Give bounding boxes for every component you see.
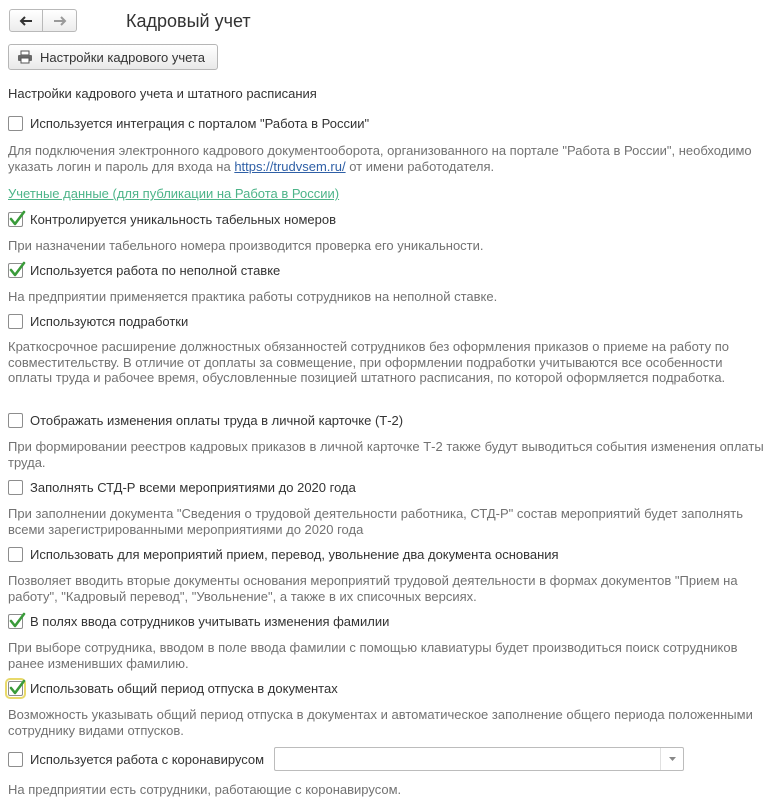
checkbox[interactable] [8,263,23,278]
option-label: Использовать общий период отпуска в документах [30,681,338,696]
trudvsem-link[interactable]: https://trudvsem.ru/ [234,158,346,174]
option-description: На предприятии есть сотрудники, работающие с коронавирусом. [8,782,402,797]
checkmark-icon [9,210,26,227]
checkbox[interactable] [8,212,23,227]
option-description: При назначении табельного номера производится проверка его уникальности. [8,238,484,253]
option-label: Используется работа с коронавирусом [30,752,265,767]
option-label: Заполнять СТД-Р всеми мероприятиями до 2020 года [30,480,356,495]
option-label: В полях ввода сотрудников учитывать изменения фамилии [30,614,390,629]
checkbox[interactable] [8,547,23,562]
option-row[interactable] [8,314,188,329]
option-description: При заполнении документа "Сведения о трудовой деятельности работника, СТД-Р" состав мероприятий будет заполнять всеми зарегистрированными мероприятиями до 2020 года [8,506,744,537]
option-label: Используются подработки [30,314,189,329]
checkbox[interactable] [8,752,23,767]
option-row[interactable] [8,480,356,495]
chevron-down-icon [669,757,676,761]
option-integration[interactable] [8,116,369,131]
option-description: Позволяет вводить вторые документы основания мероприятий трудовой деятельности в формах документов "Прием на работу", "Кадровый перевод", "Увольнение", а также в их списочных версиях. [8,573,738,604]
option-row[interactable] [8,212,336,227]
option-row[interactable] [8,547,559,562]
option-description: Краткосрочное расширение должностных обязанностей сотрудников без оформления приказов о приеме на работу по совместительству. В отличие от доплаты за совмещение, при оформлении подработки учитываются все особенности оплаты труда и рабочее время, обусловленные позицией штатного расписания, по которой оформляется подработка. [8,339,730,385]
page-title: Кадровый учет [126,11,251,31]
nav-buttons [9,9,77,32]
checkmark-icon [9,679,26,696]
coronavirus-select[interactable] [274,747,684,771]
checkbox[interactable] [8,314,23,329]
option-description: При выборе сотрудника, вводом в поле ввода фамилии с помощью клавиатуры будет производиться поиск сотрудников ранее изменивших фамилию. [8,640,738,671]
checkbox[interactable] [8,413,23,428]
option-row[interactable] [8,752,264,767]
option-row[interactable] [8,413,403,428]
option-row[interactable] [8,614,389,629]
dropdown-arrow[interactable] [660,748,683,770]
integration-description: Для подключения электронного кадрового документооборота, организованного на портале "Работа в России", необходимо указать логин и пароль для входа на https://trudvsem.ru/ от имени работодателя. [8,143,752,174]
section-title: Настройки кадрового учета и штатного расписания [8,86,317,101]
option-label: Использовать для мероприятий прием, перевод, увольнение два документа основания [30,547,559,562]
checkmark-icon [9,612,26,629]
option-row[interactable] [8,681,338,696]
checkbox[interactable] [8,614,23,629]
account-data-link[interactable]: Учетные данные (для публикации на Работа в России) [8,186,340,201]
checkbox[interactable] [8,116,23,131]
checkbox[interactable] [8,681,23,696]
option-description: Возможность указывать общий период отпуска в документах и автоматическое заполнение общего периода положенными сотруднику видами отпусков. [8,707,753,738]
option-label: Используется интеграция с порталом "Работа в России" [30,116,370,131]
option-label: Отображать изменения оплаты труда в личной карточке (Т-2) [30,413,404,428]
arrow-right-icon [53,16,67,26]
option-description: На предприятии применяется практика работы сотрудников на неполной ставке. [8,289,498,304]
checkmark-icon [9,261,26,278]
printer-icon [17,50,33,64]
arrow-left-icon [19,16,33,26]
option-label: Контролируется уникальность табельных номеров [30,212,336,227]
hr-settings-button-label: Настройки кадрового учета [40,49,206,65]
option-label: Используется работа по неполной ставке [30,263,281,278]
option-row[interactable] [8,263,280,278]
forward-button[interactable] [43,9,77,32]
hr-settings-button[interactable] [8,44,218,70]
checkbox[interactable] [8,480,23,495]
option-description: При формировании реестров кадровых приказов в личной карточке Т-2 также будут выводиться события изменения оплаты труда. [8,439,764,470]
back-button[interactable] [9,9,43,32]
